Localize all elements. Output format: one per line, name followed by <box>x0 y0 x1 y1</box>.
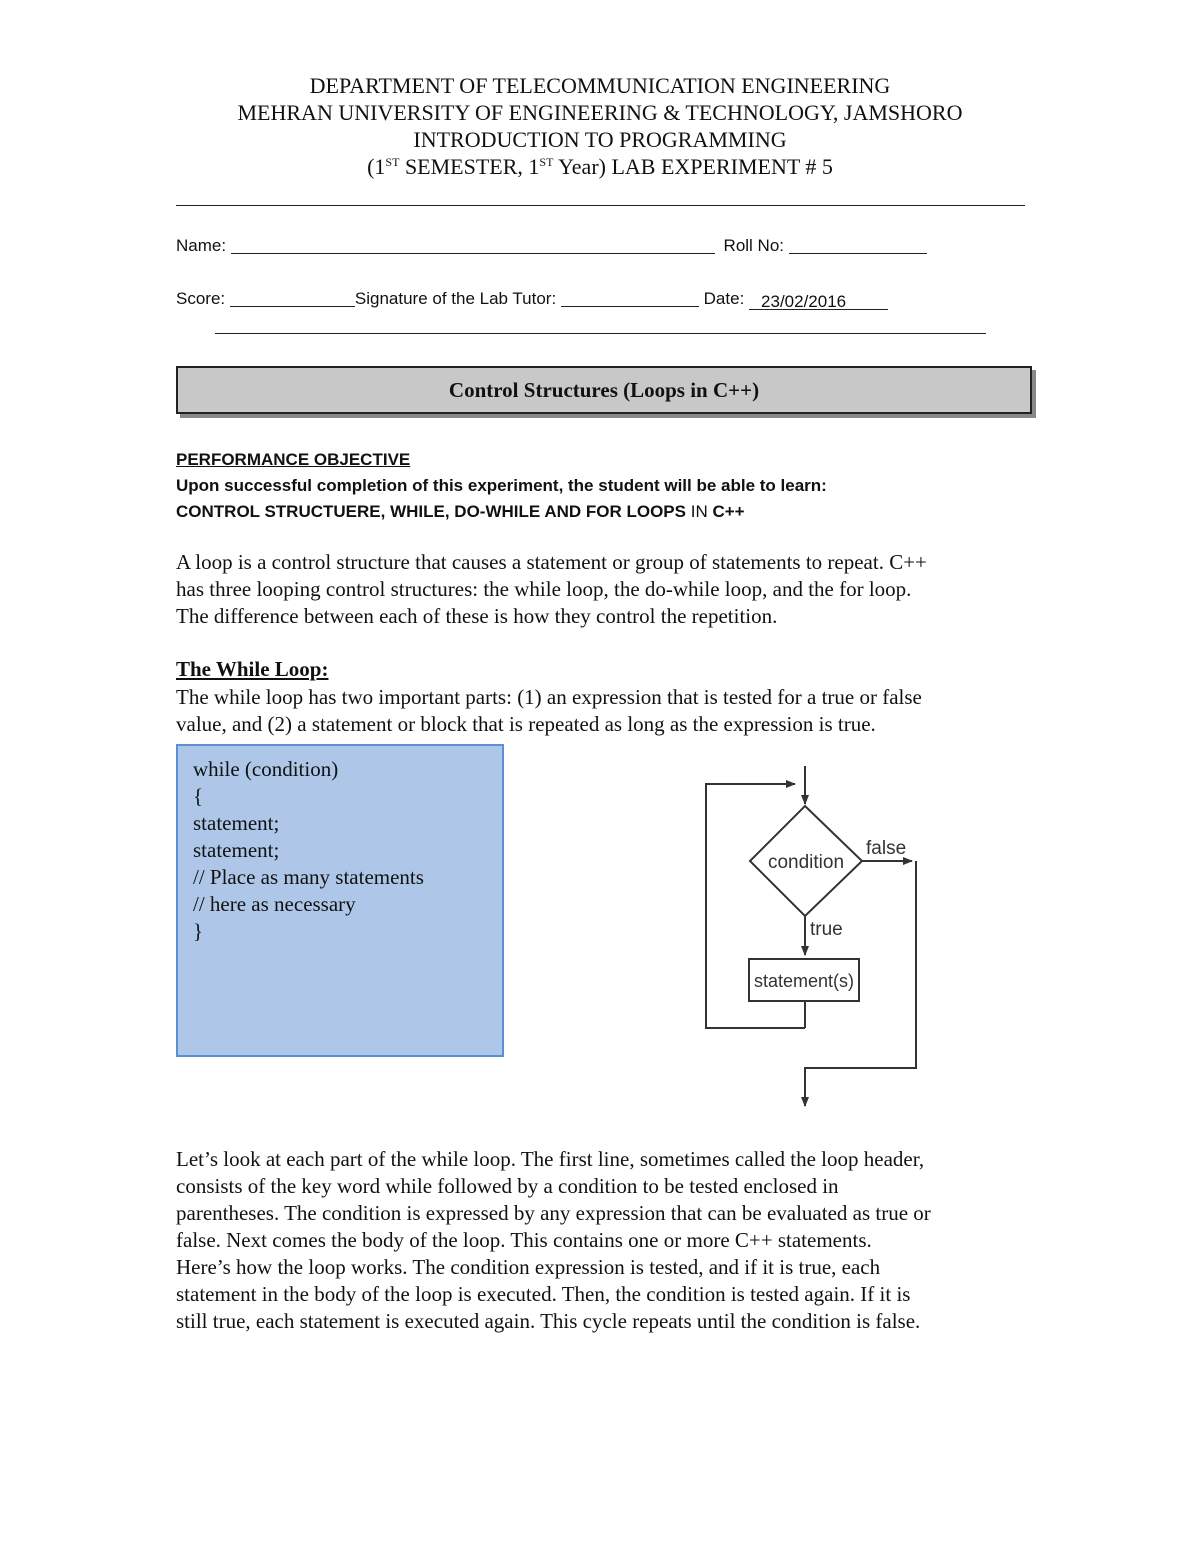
signature-label: Signature of the Lab Tutor: <box>354 289 557 308</box>
name-roll-row <box>176 236 927 256</box>
false-label: false <box>866 838 907 859</box>
code-line: statement; <box>193 838 280 862</box>
score-label: Score: <box>176 289 226 308</box>
header-divider <box>176 205 1025 206</box>
score-row <box>176 289 888 310</box>
roll-label: Roll No: <box>723 236 785 255</box>
while-loop-flowchart <box>690 760 940 1120</box>
university-line: MEHRAN UNIVERSITY OF ENGINEERING & TECHNOLOGY, JAMSHORO <box>237 100 963 125</box>
date-label: Date: <box>703 289 745 308</box>
condition-label: condition <box>767 852 845 873</box>
date-value: 23/02/2016 <box>761 292 847 311</box>
statement-label: statement(s) <box>753 971 855 991</box>
semester-line: (1ST SEMESTER, 1ST Year) LAB EXPERIMENT # 5 <box>367 154 833 179</box>
code-line: // Place as many statements <box>193 865 424 889</box>
code-line: { <box>193 784 204 808</box>
department-line: DEPARTMENT OF TELECOMMUNICATION ENGINEERING <box>309 73 891 98</box>
document-header <box>0 72 1200 180</box>
course-line: INTRODUCTION TO PROGRAMMING <box>413 127 787 152</box>
code-line: } <box>193 919 204 943</box>
code-line: statement; <box>193 811 280 835</box>
while-description: The while loop has two important parts: (1) an expression that is tested for a true or false value, and (2) a statement or block that is repeated as long as the expression is true. <box>176 685 922 736</box>
objective-line1: Upon successful completion of this experiment, the student will be able to learn: <box>176 476 827 495</box>
intro-paragraph: A loop is a control structure that causes a statement or group of statements to repeat. C++ has three looping control structures: the while loop, the do-while loop, and the for loop. The difference between each of these is how they control the repetition. <box>176 550 927 628</box>
objective-line2: CONTROL STRUCTUERE, WHILE, DO-WHILE AND FOR LOOPS IN C++ <box>176 502 745 521</box>
name-field[interactable] <box>231 236 715 254</box>
objective-heading: PERFORMANCE OBJECTIVE <box>176 450 411 469</box>
name-label: Name: <box>176 236 227 255</box>
while-syntax-box <box>176 744 504 1057</box>
code-line: while (condition) <box>193 757 339 781</box>
while-loop-heading: The While Loop: <box>176 657 329 681</box>
code-line: // here as necessary <box>193 892 356 916</box>
section-title: Control Structures (Loops in C++) <box>176 366 1032 414</box>
roll-field[interactable] <box>789 236 927 254</box>
form-divider <box>215 333 986 334</box>
explanation-paragraph: Let’s look at each part of the while loop. The first line, sometimes called the loop header, consists of the key word while followed by a condition to be tested enclosed in parentheses. The condition is expressed by any expression that can be evaluated as true or false. Next comes the body of the loop. This contains one or more C++ statements. Here’s how the loop works. The condition expression is tested, and if it is true, each statement in the body of the loop is executed. Then, the condition is tested again. If it is still true, each statement is executed again. This cycle repeats until the condition is false. <box>176 1147 931 1333</box>
signature-field[interactable] <box>561 289 699 307</box>
date-field[interactable] <box>749 292 888 310</box>
true-label: true <box>810 919 843 940</box>
score-field[interactable] <box>230 289 355 307</box>
performance-objective <box>176 447 827 525</box>
